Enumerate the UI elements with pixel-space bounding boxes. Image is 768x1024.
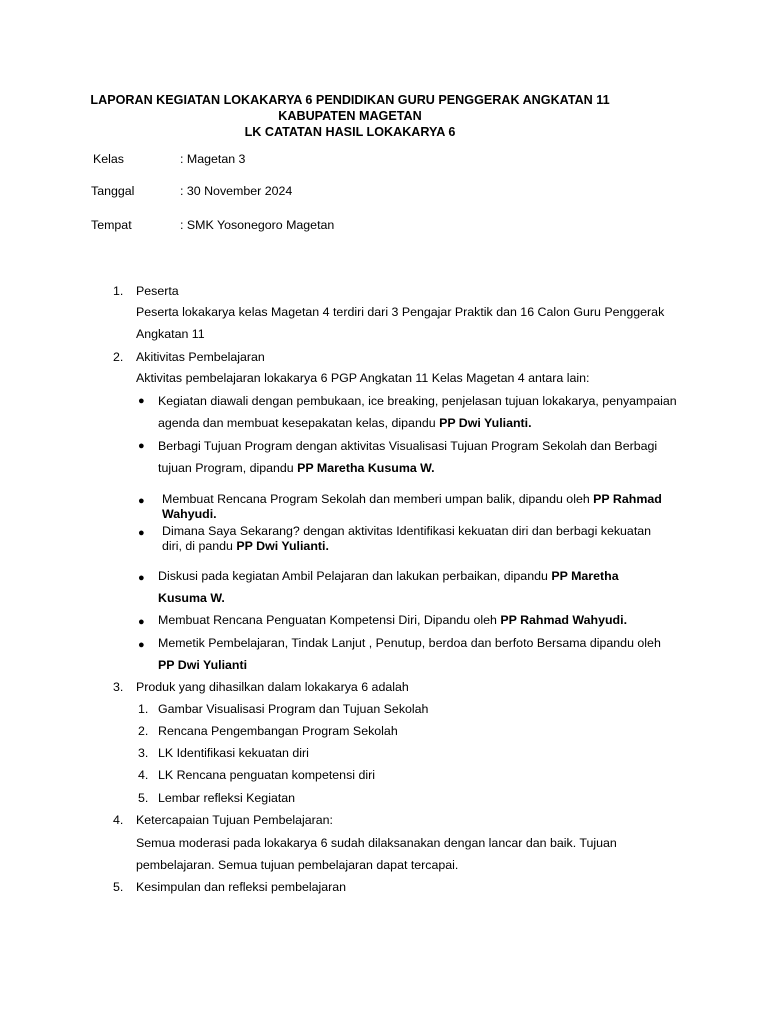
section-number: 5. <box>113 880 124 894</box>
section-number: 2. <box>113 350 124 364</box>
section-title-ketercapaian: Ketercapaian Tujuan Pembelajaran: <box>136 813 334 827</box>
list-item-number: 1. <box>138 702 149 716</box>
document-subtitle-region: KABUPATEN MAGETAN <box>278 109 422 123</box>
list-item: LK Identifikasi kekuatan diri <box>158 746 309 760</box>
list-item: Memetik Pembelajaran, Tindak Lanjut , Penutup, berdoa dan berfoto Bersama dipandu oleh PP Dwi Yulianti <box>158 636 661 672</box>
section-body-peserta: Peserta lokakarya kelas Magetan 4 terdiri dari 3 Pengajar Praktik dan 16 Calon Guru Penggerak Angkatan 11 <box>136 305 665 341</box>
section-title-peserta: Peserta <box>136 284 179 298</box>
document-subtitle-lk: LK CATATAN HASIL LOKAKARYA 6 <box>244 125 456 139</box>
bullet-icon: ● <box>138 440 145 452</box>
list-item: Diskusi pada kegiatan Ambil Pelajaran dan lakukan perbaikan, dipandu PP Maretha Kusuma W. <box>158 569 619 605</box>
bullet-icon: ● <box>138 527 145 539</box>
list-item: Rencana Pengembangan Program Sekolah <box>158 724 398 738</box>
list-item: Gambar Visualisasi Program dan Tujuan Sekolah <box>158 702 429 716</box>
list-item: Membuat Rencana Penguatan Kompetensi Diri, Dipandu oleh PP Rahmad Wahyudi. <box>158 613 628 627</box>
section-body-ketercapaian: Semua moderasi pada lokakarya 6 sudah dilaksanakan dengan lancar dan baik. Tujuan pembelajaran. Semua tujuan pembelajaran dapat tercapai. <box>136 836 617 872</box>
meta-label-kelas: Kelas <box>93 152 124 166</box>
meta-label-tanggal: Tanggal <box>91 184 135 198</box>
document-title: LAPORAN KEGIATAN LOKAKARYA 6 PENDIDIKAN GURU PENGGERAK ANGKATAN 11 <box>90 93 610 107</box>
section-title-aktivitas: Akitivitas Pembelajaran <box>136 350 265 364</box>
list-item-number: 5. <box>138 791 149 805</box>
list-item: LK Rencana penguatan kompetensi diri <box>158 768 375 782</box>
section-title-produk: Produk yang dihasilkan dalam lokakarya 6 adalah <box>136 680 409 694</box>
bullet-icon: ● <box>138 395 145 407</box>
bullet-icon: ● <box>138 572 145 584</box>
bullet-icon: ● <box>138 639 145 651</box>
meta-value-tanggal: : 30 November 2024 <box>180 184 293 198</box>
bullet-icon: ● <box>138 616 145 628</box>
section-title-kesimpulan: Kesimpulan dan refleksi pembelajaran <box>136 880 347 894</box>
section-intro-aktivitas: Aktivitas pembelajaran lokakarya 6 PGP Angkatan 11 Kelas Magetan 4 antara lain: <box>136 371 590 385</box>
meta-value-kelas: : Magetan 3 <box>180 152 246 166</box>
bullet-icon: ● <box>138 495 145 507</box>
list-item-number: 2. <box>138 724 149 738</box>
meta-label-tempat: Tempat <box>91 218 132 232</box>
list-item-number: 3. <box>138 746 149 760</box>
section-number: 4. <box>113 813 124 827</box>
section-number: 3. <box>113 680 124 694</box>
section-number: 1. <box>113 284 124 298</box>
list-item: Berbagi Tujuan Program dengan aktivitas Visualisasi Tujuan Program Sekolah dan Berbagi tujuan Program, dipandu PP Maretha Kusuma W. <box>158 439 658 475</box>
list-item: Lembar refleksi Kegiatan <box>158 791 296 805</box>
list-item-number: 4. <box>138 768 149 782</box>
list-item: Membuat Rencana Program Sekolah dan memberi umpan balik, dipandu oleh PP Rahmad Wahyudi. <box>162 492 662 521</box>
list-item: Dimana Saya Sekarang? dengan aktivitas Identifikasi kekuatan diri dan berbagi kekuatan diri, di pandu PP Dwi Yulianti. <box>162 524 652 553</box>
meta-value-tempat: : SMK Yosonegoro Magetan <box>180 218 335 232</box>
list-item: Kegiatan diawali dengan pembukaan, ice breaking, penjelasan tujuan lokakarya, penyampaian agenda dan membuat kesepakatan kelas, dipandu PP Dwi Yulianti. <box>158 394 677 430</box>
